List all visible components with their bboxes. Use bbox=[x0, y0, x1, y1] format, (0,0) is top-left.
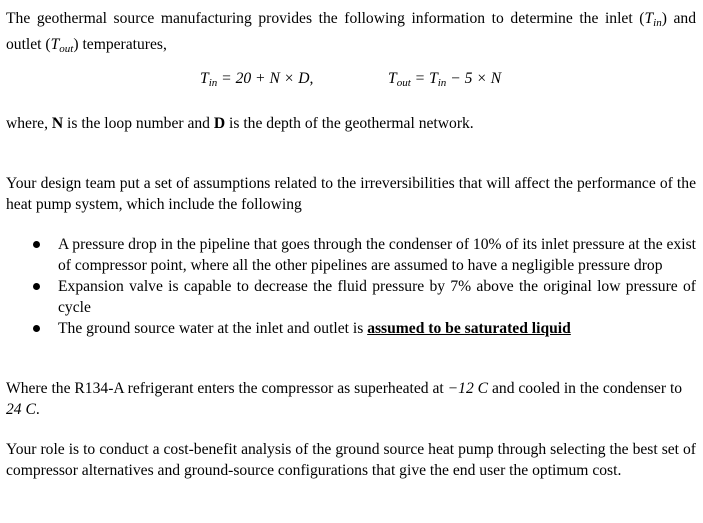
bullet-icon bbox=[33, 241, 40, 248]
list-item: Expansion valve is capable to decrease the fluid pressure by 7% above the original low pressure of cycle bbox=[0, 276, 700, 318]
tin-symbol: $T_{in}$ bbox=[644, 10, 662, 29]
equation-inlet: $T_{in} = 20 + N \times D$, bbox=[200, 70, 314, 89]
saturated-liquid-emphasis: assumed to be saturated liquid bbox=[367, 320, 571, 337]
bullet-icon bbox=[33, 283, 40, 290]
assumptions-intro-paragraph: Your design team put a set of assumptions related to the irreversibilities that will affect the performance of the heat pump system, which include the following bbox=[6, 175, 696, 213]
intro-text-b: ) and outlet ( bbox=[6, 10, 696, 53]
loop-number-symbol: N bbox=[51, 115, 64, 132]
depth-symbol: D bbox=[213, 115, 226, 132]
compressor-inlet-temp: −12 C bbox=[447, 380, 489, 397]
equation-outlet: $T_{out} = T_{in} - 5 \times N$ bbox=[388, 70, 502, 89]
refrigerant-paragraph: Where the R134-A refrigerant enters the compressor as superheated at −12 C and cooled in the condenser to 24 C. bbox=[6, 380, 683, 418]
list-item: The ground source water at the inlet and outlet is assumed to be saturated liquid bbox=[0, 318, 700, 339]
intro-paragraph bbox=[6, 8, 696, 60]
condenser-temp: 24 C bbox=[6, 401, 36, 418]
equation-line bbox=[0, 68, 703, 92]
assumptions-list bbox=[0, 234, 700, 339]
bullet-icon bbox=[33, 325, 40, 332]
role-paragraph: Your role is to conduct a cost-benefit analysis of the ground source heat pump through selecting the best set of compressor alternatives and ground-source configurations that give the end user the optimum cost. bbox=[6, 441, 696, 479]
where-paragraph: where, N is the loop number and D is the depth of the geothermal network. bbox=[6, 115, 474, 132]
intro-text-a: The geothermal source manufacturing provides the following information to determine the inlet ( bbox=[6, 10, 645, 27]
list-item: A pressure drop in the pipeline that goes through the condenser of 10% of its inlet pressure at the exist of compressor point, where all the other pipelines are assumed to have a negligible pressure drop bbox=[0, 234, 700, 276]
tout-symbol: $T_{out}$ bbox=[50, 36, 74, 55]
intro-text-c: ) temperatures, bbox=[73, 36, 167, 53]
